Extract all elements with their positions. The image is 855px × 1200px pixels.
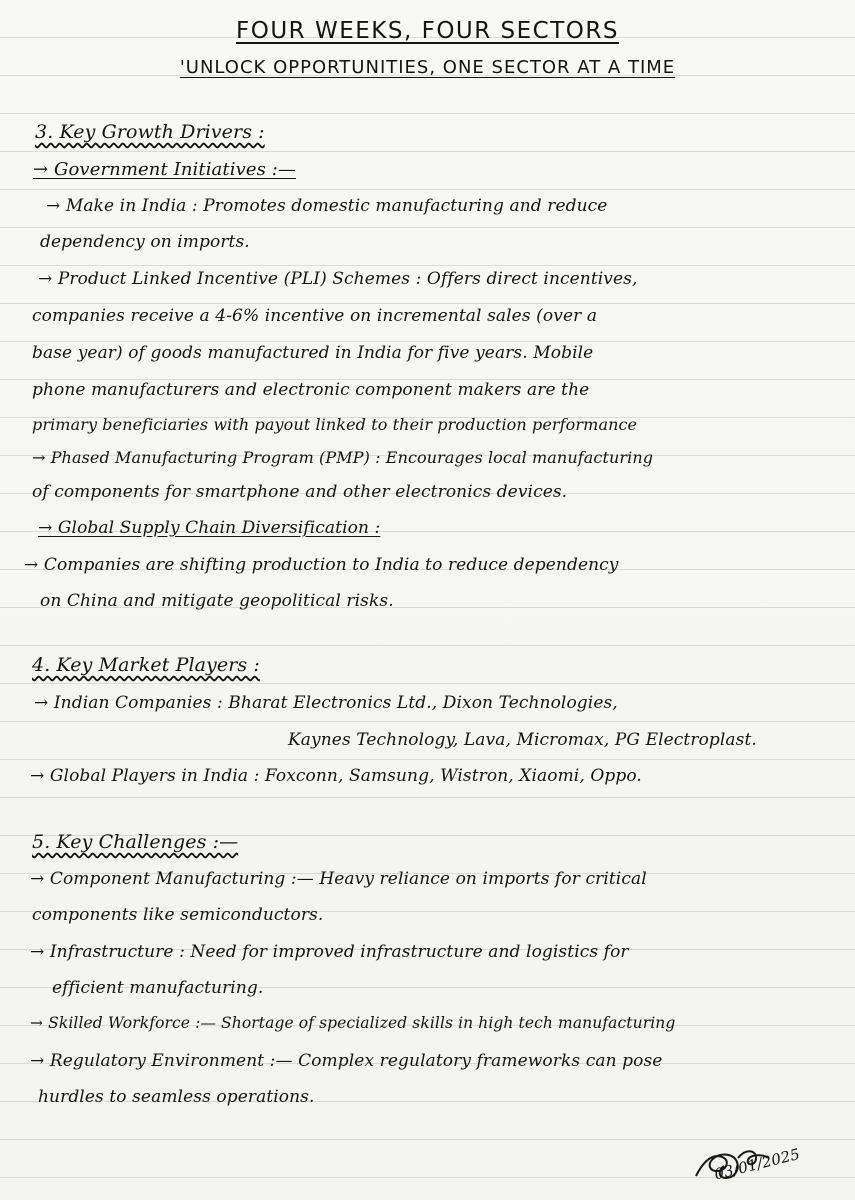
pmp-line-1: → Phased Manufacturing Program (PMP) : Encourages local manufacturing	[32, 448, 654, 467]
infrastructure-line-2: efficient manufacturing.	[52, 978, 264, 998]
supply-chain-line-2: on China and mitigate geopolitical risks.	[40, 591, 394, 611]
pli-line-2: companies receive a 4-6% incentive on incremental sales (over a	[32, 306, 598, 326]
indian-companies-line-1: → Indian Companies : Bharat Electronics Ltd., Dixon Technologies,	[34, 693, 618, 713]
infrastructure-line-1: → Infrastructure : Need for improved infrastructure and logistics for	[30, 942, 629, 962]
growth-drivers-heading: 3. Key Growth Drivers :	[35, 121, 265, 143]
page-subtitle: 'UNLOCK OPPORTUNITIES, ONE SECTOR AT A TIME	[179, 57, 676, 78]
pli-line-1: → Product Linked Incentive (PLI) Schemes : Offers direct incentives,	[38, 269, 638, 289]
supply-chain-line-1: → Companies are shifting production to India to reduce dependency	[24, 555, 619, 575]
supply-chain-heading: → Global Supply Chain Diversification :	[38, 518, 381, 538]
make-in-india-line-2: dependency on imports.	[40, 232, 250, 252]
page-title: FOUR WEEKS, FOUR SECTORS	[236, 18, 619, 44]
government-initiatives-heading: → Government Initiatives :—	[33, 159, 297, 180]
pli-line-3: base year) of goods manufactured in India for five years. Mobile	[32, 343, 594, 363]
indian-companies-line-2: Kaynes Technology, Lava, Micromax, PG Electroplast.	[288, 730, 757, 750]
pmp-line-2: of components for smartphone and other electronics devices.	[32, 482, 568, 502]
global-players-line: → Global Players in India : Foxconn, Samsung, Wistron, Xiaomi, Oppo.	[30, 766, 642, 786]
market-players-heading: 4. Key Market Players :	[32, 654, 260, 676]
component-line-2: components like semiconductors.	[32, 905, 324, 925]
signature-date: 03/01/2025	[712, 1144, 802, 1184]
skilled-workforce-line: → Skilled Workforce :— Shortage of specialized skills in high tech manufacturing	[30, 1014, 676, 1032]
pli-line-4: phone manufacturers and electronic component makers are the	[32, 380, 590, 400]
challenges-heading: 5. Key Challenges :—	[32, 831, 239, 853]
component-line-1: → Component Manufacturing :— Heavy reliance on imports for critical	[30, 869, 647, 889]
regulatory-line-2: hurdles to seamless operations.	[38, 1087, 315, 1107]
pli-line-5: primary beneficiaries with payout linked to their production performance	[32, 415, 638, 434]
regulatory-line-1: → Regulatory Environment :— Complex regulatory frameworks can pose	[30, 1051, 663, 1071]
make-in-india-line-1: → Make in India : Promotes domestic manufacturing and reduce	[46, 196, 608, 216]
